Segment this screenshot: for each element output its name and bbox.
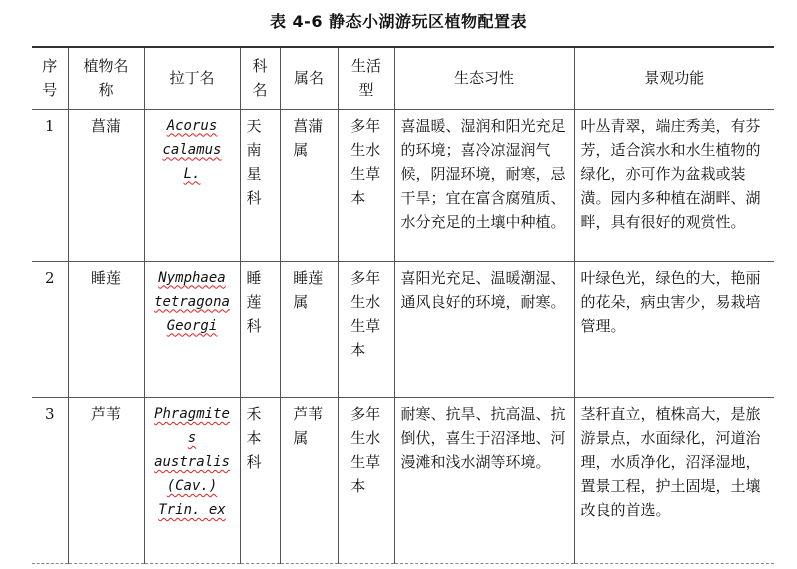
cell-genus: 菖蒲属 xyxy=(280,109,338,261)
table-row xyxy=(32,397,774,563)
cell-no: 2 xyxy=(32,261,68,397)
plant-configuration-table xyxy=(32,46,774,564)
cell-ecology: 耐寒、抗旱、抗高温、抗倒伏，喜生于沼泽地、河漫滩和浅水湖等环境。 xyxy=(394,397,574,563)
cell-family: 天南星科 xyxy=(240,109,280,261)
cell-ecology: 喜阳光充足、温暖潮湿、通风良好的环境，耐寒。 xyxy=(394,261,574,397)
cell-genus: 睡莲属 xyxy=(280,261,338,397)
cell-name: 睡莲 xyxy=(68,261,144,397)
cell-no: 1 xyxy=(32,109,68,261)
cell-no: 3 xyxy=(32,397,68,563)
header-latin: 拉丁名 xyxy=(144,47,240,109)
cell-latin: Nymphaea tetragona Georgi xyxy=(144,261,240,397)
cell-latin: Acorus calamus L. xyxy=(144,109,240,261)
header-ecology: 生态习性 xyxy=(394,47,574,109)
table-row xyxy=(32,109,774,261)
cell-ecology: 喜温暖、湿润和阳光充足的环境；喜冷凉湿润气候，阴湿环境，耐寒，忌干旱；宜在富含腐殖质、水分充足的土壤中种植。 xyxy=(394,109,574,261)
cell-life-form: 多年生水生草本 xyxy=(338,261,394,397)
cell-name: 芦苇 xyxy=(68,397,144,563)
cell-family: 睡莲科 xyxy=(240,261,280,397)
cell-life-form: 多年生水生草本 xyxy=(338,109,394,261)
cell-name: 菖蒲 xyxy=(68,109,144,261)
header-genus: 属名 xyxy=(280,47,338,109)
cell-landscape: 叶绿色光，绿色的大，艳丽的花朵，病虫害少，易栽培管理。 xyxy=(574,261,774,397)
plant-table-container xyxy=(32,46,774,564)
cell-landscape: 叶丛青翠，端庄秀美，有芬芳，适合滨水和水生植物的绿化，亦可作为盆栽或装潢。园内多种植在湖畔、湖畔，具有很好的观赏性。 xyxy=(574,109,774,261)
header-landscape: 景观功能 xyxy=(574,47,774,109)
cell-family: 禾本科 xyxy=(240,397,280,563)
cell-life-form: 多年生水生草本 xyxy=(338,397,394,563)
cell-latin: Phragmites australis (Cav.) Trin. ex xyxy=(144,397,240,563)
table-row xyxy=(32,261,774,397)
header-name: 植物名称 xyxy=(68,47,144,109)
cell-landscape: 茎秆直立，植株高大，是旅游景点，水面绿化，河道治理，水质净化，沼泽湿地，置景工程，护土固堤，土壤改良的首选。 xyxy=(574,397,774,563)
header-no: 序号 xyxy=(32,47,68,109)
header-family: 科名 xyxy=(240,47,280,109)
cell-genus: 芦苇属 xyxy=(280,397,338,563)
header-life-form: 生活型 xyxy=(338,47,394,109)
header-row xyxy=(32,47,774,109)
table-title: 表 4-6 静态小湖游玩区植物配置表 xyxy=(269,12,528,31)
